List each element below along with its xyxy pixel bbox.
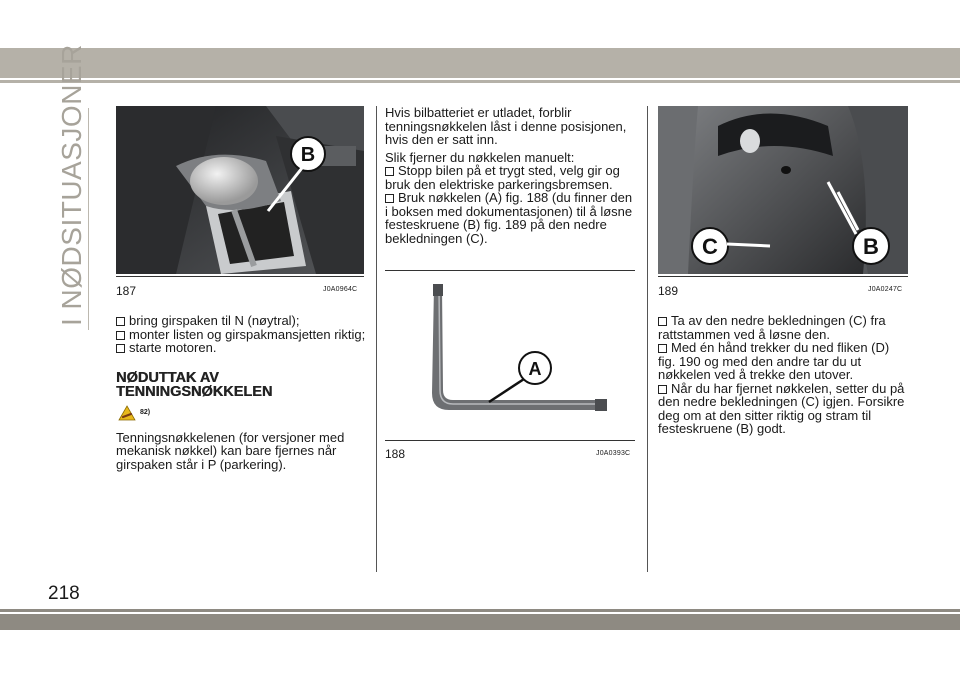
header-rule	[0, 80, 960, 83]
checkbox-bullet-icon	[658, 385, 667, 394]
paragraph: Hvis bilbatteriet er utladet, forblir tenningsnøkkelen låst i denne posisjonen, hvis den er satt inn.	[385, 105, 627, 147]
section-heading: NØDUTTAK AV TENNINGSNØKKELEN	[116, 369, 273, 400]
footer-bar	[0, 614, 960, 630]
warning-triangle-icon	[118, 405, 136, 421]
top-margin	[0, 0, 960, 48]
fig188-top-rule	[385, 270, 635, 271]
page-number: 218	[48, 583, 80, 604]
figure-187-gear-shifter	[116, 106, 364, 274]
checkbox-bullet-icon	[385, 167, 394, 176]
paragraph: Tenningsnøkkelenen (for versjoner med mekanisk nøkkel) kan bare fjernes når girspaken står i P (parkering).	[116, 429, 345, 472]
bullet-item: Bruk nøkkelen (A) fig. 188 (du finner den i boksen med dokumentasjonen) til å løsne festeskruene (B) fig. 189 på den nedre bekledningen (C).	[385, 190, 633, 246]
side-title-rule	[88, 108, 89, 330]
bullet-item: Stopp bilen på et trygt sted, velg gir og bruk den elektriske parkeringsbremsen.	[385, 163, 620, 192]
checkbox-bullet-icon	[658, 344, 667, 353]
column-divider-left	[376, 106, 377, 572]
fig188-code: J0A0393C	[596, 450, 631, 457]
checkbox-bullet-icon	[116, 317, 125, 326]
bullet-item: starte motoren.	[116, 341, 366, 355]
bullet-item: Ta av den nedre bekledningen (C) fra rattstammen ved å løsne den.	[658, 313, 886, 342]
checkbox-bullet-icon	[116, 344, 125, 353]
middle-column-text	[385, 106, 637, 245]
left-column-text	[116, 314, 366, 475]
fig187-number: 187	[116, 284, 137, 298]
bullet-item: bring girspaken til N (nøytral);	[116, 314, 366, 328]
checkbox-bullet-icon	[116, 331, 125, 340]
warning-reference	[118, 405, 366, 421]
checkbox-bullet-icon	[658, 317, 667, 326]
figure-188-tool-key	[385, 272, 635, 438]
fig189-label-c: C	[702, 234, 718, 259]
bullet-item: Med én hånd trekker du ned fliken (D) fig. 190 og med den andre tar du ut nøkkelen ved å trekke den utover.	[658, 340, 890, 382]
fig187-label-b: B	[300, 144, 316, 166]
checkbox-bullet-icon	[385, 194, 394, 203]
bullet-item: monter listen og girspakmansjetten riktig;	[116, 328, 366, 342]
footer-rule	[0, 609, 960, 612]
fig187-code: J0A0964C	[323, 286, 358, 293]
side-section-title: I NØDSITUASJONER	[56, 44, 87, 326]
bullet-item: Når du har fjernet nøkkelen, setter du på den nedre bekledningen (C) igjen. Forsikre deg om at den sitter riktig og stram til festeskruene (B) godt.	[658, 380, 905, 436]
fig189-label-b: B	[863, 234, 879, 259]
fig189-code: J0A0247C	[868, 286, 903, 293]
paragraph: Slik fjerner du nøkkelen manuelt:	[385, 149, 575, 165]
warning-ref-number: 82)	[140, 408, 151, 416]
fig189-caption-rule	[658, 276, 908, 277]
fig187-caption-rule	[116, 276, 364, 277]
fig188-label-a: A	[528, 359, 542, 379]
right-column-text	[658, 314, 910, 436]
figure-189-steering-column	[658, 106, 908, 274]
fig188-number: 188	[385, 447, 406, 461]
header-bar	[0, 48, 960, 78]
fig188-caption-rule	[385, 440, 635, 441]
column-divider-right	[647, 106, 648, 572]
fig189-number: 189	[658, 284, 679, 298]
